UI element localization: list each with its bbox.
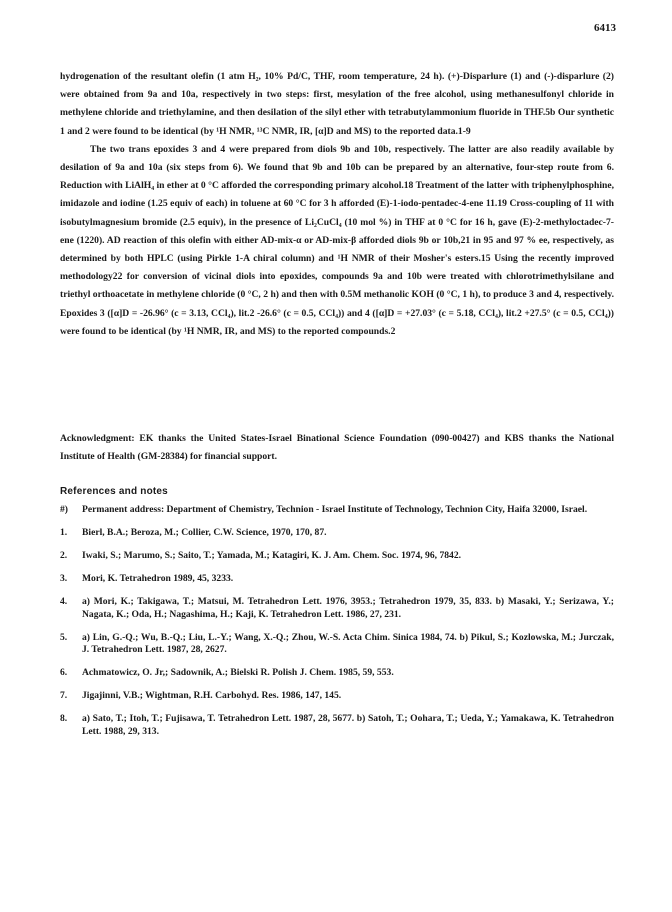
reference-text: Jigajinni, V.B.; Wightman, R.H. Carbohyd. Res. 1986, 147, 145.	[82, 690, 342, 701]
references-heading: References and notes	[60, 486, 168, 497]
reference-text: Bierl, B.A.; Beroza, M.; Collier, C.W. Science, 1970, 170, 87.	[82, 527, 327, 538]
reference-text: Mori, K. Tetrahedron 1989, 45, 3233.	[82, 573, 234, 584]
reference-number: 4.	[60, 596, 68, 607]
acknowledgment	[60, 430, 614, 466]
reference-item	[60, 596, 614, 621]
acknowledgment-label: Acknowledgment:	[60, 433, 135, 444]
reference-number: #)	[60, 504, 68, 515]
page-number: 6413	[594, 22, 616, 34]
reference-number: 5.	[60, 631, 68, 643]
reference-text: Iwaki, S.; Marumo, S.; Saito, T.; Yamada, M.; Katagiri, K. J. Am. Chem. Soc. 1974, 96, 7842.	[82, 550, 462, 561]
reference-item	[60, 573, 614, 586]
references-list	[60, 504, 614, 749]
reference-number: 1.	[60, 527, 68, 538]
reference-item	[60, 550, 614, 563]
reference-item	[60, 527, 614, 540]
reference-number: 8.	[60, 713, 68, 724]
reference-number: 3.	[60, 573, 68, 584]
reference-item	[60, 504, 614, 517]
reference-number: 6.	[60, 667, 68, 678]
reference-text: Achmatowicz, O. Jr,; Sadownik, A.; Bielski R. Polish J. Chem. 1985, 59, 553.	[82, 667, 394, 678]
reference-text: a) Sato, T.; Itoh, T.; Fujisawa, T. Tetrahedron Lett. 1987, 28, 5677. b) Satoh, T.; Oohara, T.; Ueda, Y.; Yamakawa, K. Tetrahedron Lett. 1988, 29, 313.	[82, 713, 614, 737]
acknowledgment-text: EK thanks the United States-Israel Binational Science Foundation (090-00427) and KBS thanks the National Institute of Health (GM-28384) for financial support.	[60, 433, 614, 463]
reference-item	[60, 667, 614, 680]
reference-text: Permanent address: Department of Chemistry, Technion - Israel Institute of Technology, Technion City, Haifa 32000, Israel.	[82, 504, 588, 515]
reference-number: 7.	[60, 690, 68, 701]
reference-text: a) Mori, K.; Takigawa, T.; Matsui, M. Tetrahedron Lett. 1976, 3953.; Tetrahedron 1979, 35, 833. b) Masaki, Y.; Serizawa, Y.; Nagata, K.; Oda, H.; Nagashima, H.; Kaji, K. Tetrahedron Lett. 1986, 27, 231.	[82, 596, 614, 620]
paragraph-1: hydrogenation of the resultant olefin (1 atm H₂, 10% Pd/C, THF, room temperature, 24 h). (+)-Disparlure (1) and (-)-disparlure (2) were obtained from 9a and 10a, respectively in two steps: first, mesylation of the free alcohol, using methanesulfonyl chloride in methylene chloride and triethylamine, and then desilation of the silyl ether with tetrabutylammonium fluoride in THF.5b Our synthetic 1 and 2 were found to be identical (by ¹H NMR, ¹³C NMR, IR, [α]D and MS) to the reported data.1-9	[60, 71, 614, 137]
paragraph-2: The two trans epoxides 3 and 4 were prepared from diols 9b and 10b, respectively. The latter are also readily available by desilation of 9a and 10a (six steps from 6). We found that 9b and 10b can be prepared by an alternative, four-step route from 6. Reduction with LiAlH₄ in ether at 0 °C afforded the corresponding primary alcohol.18 Treatment of the latter with triphenylphosphine, imidazole and iodine (1.25 equiv of each) in toluene at 60 °C for 3 h afforded (E)-1-iodo-pentadec-4-ene 11.19 Cross-coupling of 11 with isobutylmagnesium bromide (2.5 equiv), in the presence of Li₂CuCl₄ (10 mol %) in THF at 0 °C for 16 h, gave (E)-2-methyloctadec-7-ene (1220). AD reaction of this olefin with either AD-mix-α or AD-mix-β afforded diols 9b or 10b,21 in 95 and 97 % ee, respectively, as determined by both HPLC (using Pirkle 1-A chiral column) and ¹H NMR of their Mosher's esters.15 Using the recently improved methodology22 for conversion of vicinal diols into epoxides, compounds 9a and 10b were treated with chlorotrimethylsilane and triethyl orthoacetate in methylene chloride (0 °C, 2 h) and then with 0.5M methanolic KOH (0 °C, 1 h), to produce 3 and 4, respectively. Epoxides 3 ([α]D = -26.96° (c = 3.13, CCl₄), lit.2 -26.6° (c = 0.5, CCl₄)) and 4 ([α]D = +27.03° (c = 5.18, CCl₄), lit.2 +27.5° (c = 0.5, CCl₄)) were found to be identical (by ¹H NMR, IR, and MS) to the reported compounds.2	[60, 143, 614, 337]
reference-number: 2.	[60, 550, 68, 561]
body-text	[60, 68, 614, 341]
reference-item	[60, 690, 614, 703]
reference-text: a) Lin, G.-Q.; Wu, B.-Q.; Liu, L.-Y.; Wang, X.-Q.; Zhou, W.-S. Acta Chim. Sinica 1984, 74. b) Pikul, S.; Kozlowska, M.; Jurczak, J. Tetrahedron Lett. 1987, 28, 2627.	[82, 631, 614, 655]
reference-item	[60, 632, 614, 657]
reference-item	[60, 713, 614, 738]
